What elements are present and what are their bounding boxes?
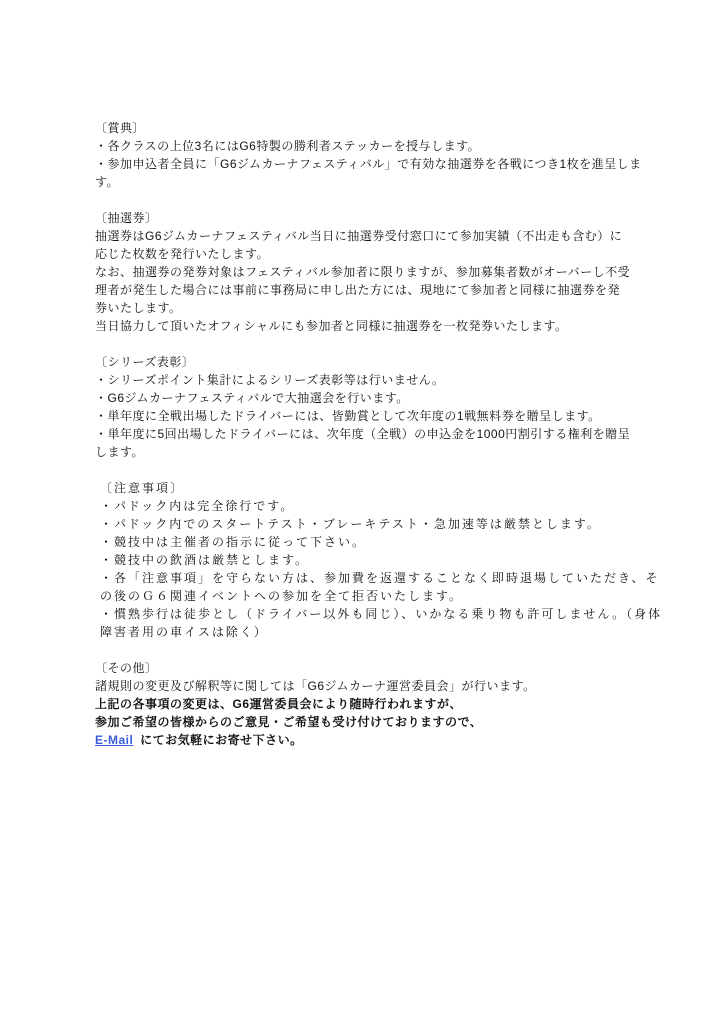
text-line: 参加ご希望の皆様からのご意見・ご希望も受け付けておりますので、 [95,715,483,729]
text-line: ・競技中は主催者の指示に従って下さい。 [100,535,367,549]
text-line: ・パドック内は完全徐行です。 [100,499,295,513]
text-line: す。 [95,175,120,189]
section-others [95,659,640,749]
text-line: 理者が発生した場合には事前に事務局に申し出た方には、現地にて参加者と同様に抽選券を発 [95,283,621,297]
text-line: ・競技中の飲酒は厳禁とします。 [100,553,310,567]
text-line: 券いたします。 [95,301,182,315]
section-title-series-awards: 〔シリーズ表彰〕 [95,355,195,369]
email-link[interactable]: E-Mail [95,733,134,747]
text-line [95,731,640,749]
text-line: ・単年度に5回出場したドライバーには、次年度（全戦）の申込金を1000円割引する権利を贈呈 [95,427,631,441]
section-precautions [100,479,663,641]
section-title-others: 〔その他〕 [95,661,158,675]
section-title-precautions: 〔注意事項〕 [100,481,185,495]
text-line: ・単年度に全戦出場したドライバーには、皆勤賞として次年度の1戦無料券を贈呈します。 [95,409,601,423]
text-line: ・慣熟歩行は徒歩とし（ドライバー以外も同じ）、いかなる乗り物も許可しません。（身体 [100,607,663,621]
text-line: ・各クラスの上位3名にはG6特製の勝利者ステッカーを授与します。 [95,139,481,153]
text-line: 当日協力して頂いたオフィシャルにも参加者と同様に抽選券を一枚発券いたします。 [95,319,568,333]
section-lottery-ticket [95,209,640,335]
text-line: します。 [95,445,145,459]
text-line: 応じた枚数を発行いたします。 [95,247,270,261]
text-line: の後のＧ６関連イベントへの参加を全て拒否いたします。 [100,589,464,603]
text-line: ・各「注意事項」を守らない方は、参加費を返還することなく即時退場していただき、そ [100,571,660,585]
document-content [95,119,663,767]
text-line: ・シリーズポイント集計によるシリーズ表彰等は行いません。 [95,373,445,387]
text-line: 上記の各事項の変更は、G6運営委員会により随時行われますが、 [95,697,463,711]
text-line: なお、抽選券の発券対象はフェスティバル参加者に限りますが、参加募集者数がオーバーし不受 [95,265,631,279]
text-line: ・パドック内でのスタートテスト・ブレーキテスト・急加速等は厳禁とします。 [100,517,601,531]
email-link-suffix: にてお気軽にお寄せ下さい。 [136,733,303,747]
text-line: 抽選券はG6ジムカーナフェスティバル当日に抽選券受付窓口にて参加実績（不出走も含む）に [95,229,623,243]
section-title-prizes: 〔賞典〕 [95,121,146,135]
section-series-awards [95,353,640,461]
section-title-lottery-ticket: 〔抽選券〕 [95,211,158,225]
text-line: 諸規則の変更及び解釈等に関しては「G6ジムカーナ運営委員会」が行います。 [95,679,536,693]
text-line: 障害者用の車イスは除く） [100,625,268,639]
section-prizes [95,119,640,191]
text-line: ・G6ジムカーナフェスティバルで大抽選会を行います。 [95,391,409,405]
text-line: ・参加申込者全員に「G6ジムカーナフェスティバル」で有効な抽選券を各戦につき1枚を進呈しま [95,157,642,171]
